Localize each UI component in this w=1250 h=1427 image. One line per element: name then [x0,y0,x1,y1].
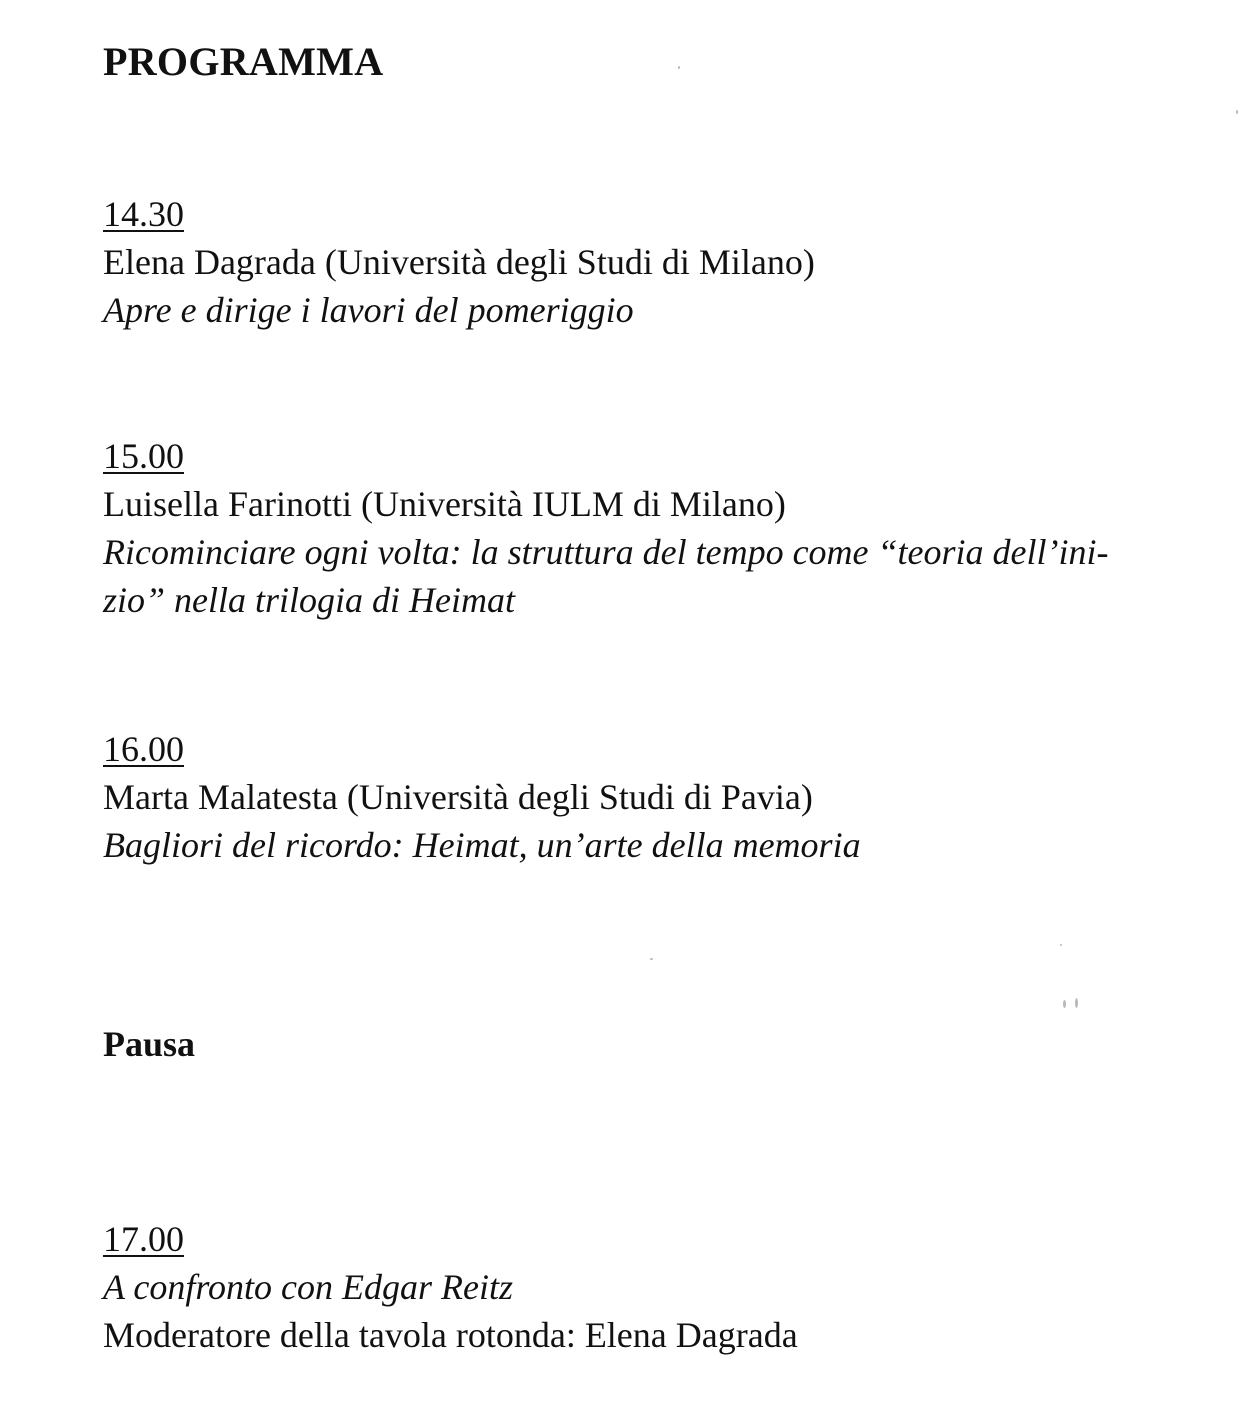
session-time: 16.00 [103,729,184,769]
page-title: PROGRAMMA [103,39,384,84]
session-speaker: Luisella Farinotti (Università IULM di Milano) [103,484,786,524]
scan-speck [1075,998,1078,1008]
session-talk-title-continued: zio” nella trilogia di Heimat [103,580,516,620]
session-talk-title: Ricominciare ogni volta: la struttura del tempo come “teoria dell’ini- [103,532,1109,572]
moderator-line: Moderatore della tavola rotonda: Elena Dagrada [103,1315,798,1355]
session-talk-title: Apre e dirige i lavori del pomeriggio [103,290,634,330]
session-talk-title: Bagliori del ricordo: Heimat, un’arte della memoria [103,825,861,865]
scan-speck [678,66,680,69]
session-time: 14.30 [103,194,184,234]
pause-label: Pausa [103,1024,196,1064]
session-1 [103,190,1223,334]
session-speaker: Elena Dagrada (Università degli Studi di Milano) [103,242,815,282]
session-3 [103,725,1223,869]
session-2 [103,432,1223,624]
scan-speck [1060,944,1062,946]
session-time: 15.00 [103,436,184,476]
session-final [103,1215,1223,1359]
session-time: 17.00 [103,1219,184,1259]
round-table-title: A confronto con Edgar Reitz [103,1267,513,1307]
scan-speck [1063,1000,1066,1008]
scan-speck [1236,110,1238,114]
scan-speck [650,958,653,960]
session-speaker: Marta Malatesta (Università degli Studi di Pavia) [103,777,813,817]
